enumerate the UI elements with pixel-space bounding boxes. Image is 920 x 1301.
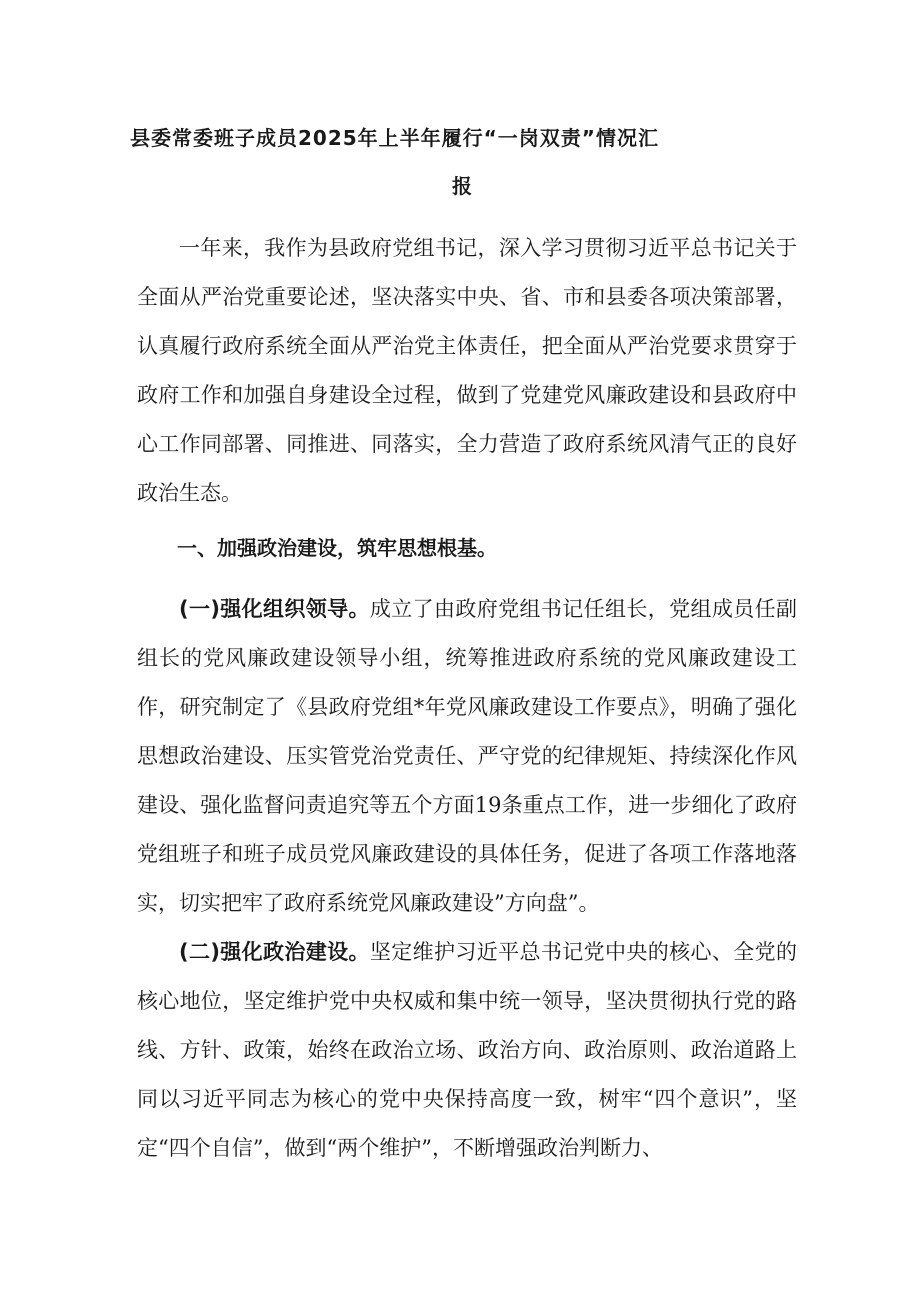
- item-1-lead: (一)强化组织领导。: [179, 597, 370, 621]
- item-2-lead: (二)强化政治建设。: [179, 940, 370, 964]
- item-1-paragraph: [137, 585, 797, 928]
- document-title-line-2: 报: [452, 174, 472, 198]
- section-1-heading: 一、加强政治建设，筑牢思想根基。: [177, 536, 497, 560]
- item-1-body: 成立了由政府党组书记任组长，党组成员任副组长的党风廉政建设领导小组，统筹推进政府系统的党风廉政建设工作，研究制定了《县政府党组*年党风廉政建设工作要点》，明确了强化思想政治建设、压实管党治党责任、严守党的纪律规矩、持续深化作风建设、强化监督问责追究等五个方面19条重点工作，进一步细化了政府党组班子和班子成员党风廉政建设的具体任务，促进了各项工作落地落实，切实把牢了政府系统党风廉政建设”方向盘”。: [137, 597, 797, 915]
- item-2-body: 坚定维护习近平总书记党中央的核心、全党的核心地位，坚定维护党中央权威和集中统一领导，坚决贯彻执行党的路线、方针、政策，始终在政治立场、政治方向、政治原则、政治道路上同以习近平同志为核心的党中央保持高度一致，树牢“四个意识”，坚定“四个自信”，做到“两个维护”，不断增强政治判断力、: [137, 940, 797, 1160]
- intro-paragraph: 一年来，我作为县政府党组书记，深入学习贯彻习近平总书记关于全面从严治党重要论述，坚决落实中央、省、市和县委各项决策部署，认真履行政府系统全面从严治党主体责任，把全面从严治党要求贯穿于政府工作和加强自身建设全过程，做到了党建党风廉政建设和县政府中心工作同部署、同推进、同落实，全力营造了政府系统风清气正的良好政治生态。: [137, 236, 797, 505]
- document-title-line-1: 县委常委班子成员2025年上半年履行“一岗双责”情况汇: [130, 126, 659, 150]
- item-2-paragraph: [137, 928, 797, 1173]
